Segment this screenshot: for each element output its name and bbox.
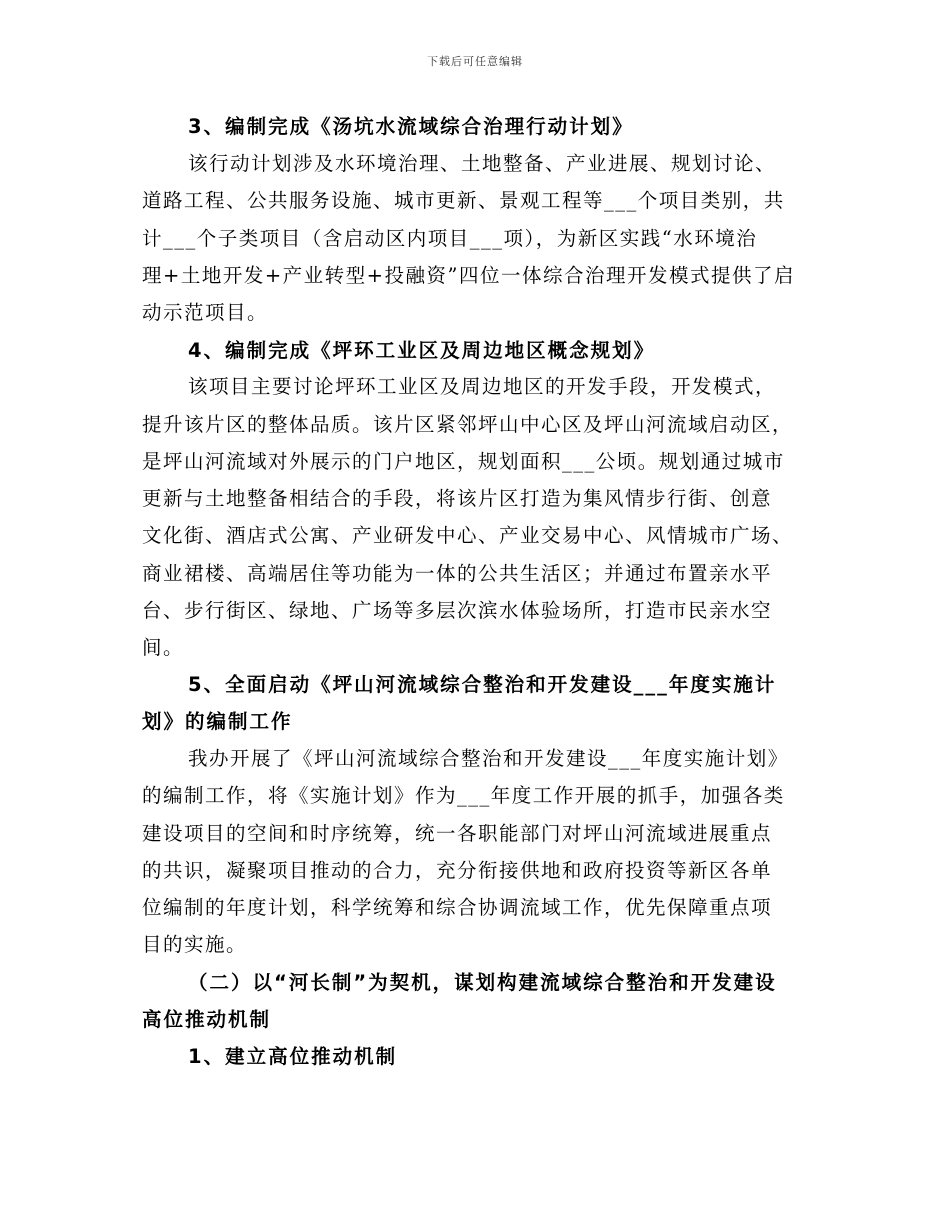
paragraph-line: 理+土地开发+产业转型+投融资”四位一体综合治理开发模式提供了启 bbox=[142, 264, 795, 287]
heading-item-1: 1、建立高位推动机制 bbox=[188, 1045, 398, 1068]
heading-item-5: 5、全面启动《坪山河流域综合整治和开发建设___年度实施计 bbox=[188, 673, 777, 696]
paragraph-line: 商业裙楼、高端居住等功能为一体的公共生活区；并通过布置亲水平 bbox=[142, 562, 773, 585]
paragraph-line: 提升该片区的整体品质。该片区紧邻坪山中心区及坪山河流域启动区， bbox=[142, 413, 794, 436]
section-heading-2-cont: 高位推动机制 bbox=[142, 1008, 272, 1031]
paragraph-line: 道路工程、公共服务设施、城市更新、景观工程等___个项目类别，共 bbox=[142, 189, 785, 212]
paragraph-line: 我办开展了《坪山河流域综合整治和开发建设___年度实施计划》 bbox=[188, 747, 789, 770]
paragraph-line: 文化街、酒店式公寓、产业研发中心、产业交易中心、风情城市广场、 bbox=[142, 524, 794, 547]
paragraph-line: 动示范项目。 bbox=[142, 301, 269, 324]
paragraph-line: 该行动计划涉及水环境治理、土地整备、产业进展、规划讨论、 bbox=[188, 152, 777, 175]
page-header: 下载后可任意编辑 bbox=[427, 55, 523, 68]
paragraph-line: 该项目主要讨论坪环工业区及周边地区的开发手段，开发模式， bbox=[188, 375, 777, 398]
paragraph-line: 计___个子类项目（含启动区内项目___项），为新区实践“水环境治 bbox=[142, 227, 758, 250]
paragraph-line: 目的实施。 bbox=[142, 933, 248, 956]
section-heading-2: （二）以“河长制”为契机，谋划构建流域综合整治和开发建设 bbox=[188, 971, 777, 994]
paragraph-line: 是坪山河流域对外展示的门户地区，规划面积___公顷。规划通过城市 bbox=[142, 450, 785, 473]
paragraph-line: 更新与土地整备相结合的手段，将该片区打造为集风情步行街、创意 bbox=[142, 487, 773, 510]
paragraph-line: 建设项目的空间和时序统筹，统一各职能部门对坪山河流域进展重点 bbox=[142, 822, 773, 845]
heading-item-4: 4、编制完成《坪环工业区及周边地区概念规划》 bbox=[188, 339, 656, 362]
paragraph-line: 间。 bbox=[142, 636, 185, 659]
paragraph-line: 位编制的年度计划，科学统筹和综合协调流域工作，优先保障重点项 bbox=[142, 896, 773, 919]
heading-item-3: 3、编制完成《汤坑水流域综合治理行动计划》 bbox=[188, 115, 634, 138]
paragraph-line: 台、步行街区、绿地、广场等多层次滨水体验场所，打造市民亲水空 bbox=[142, 599, 773, 622]
paragraph-line: 的编制工作，将《实施计划》作为___年度工作开展的抓手，加强各类 bbox=[142, 784, 785, 807]
heading-item-5-cont: 划》的编制工作 bbox=[142, 710, 293, 733]
paragraph-line: 的共识，凝聚项目推动的合力，充分衔接供地和政府投资等新区各单 bbox=[142, 859, 773, 882]
